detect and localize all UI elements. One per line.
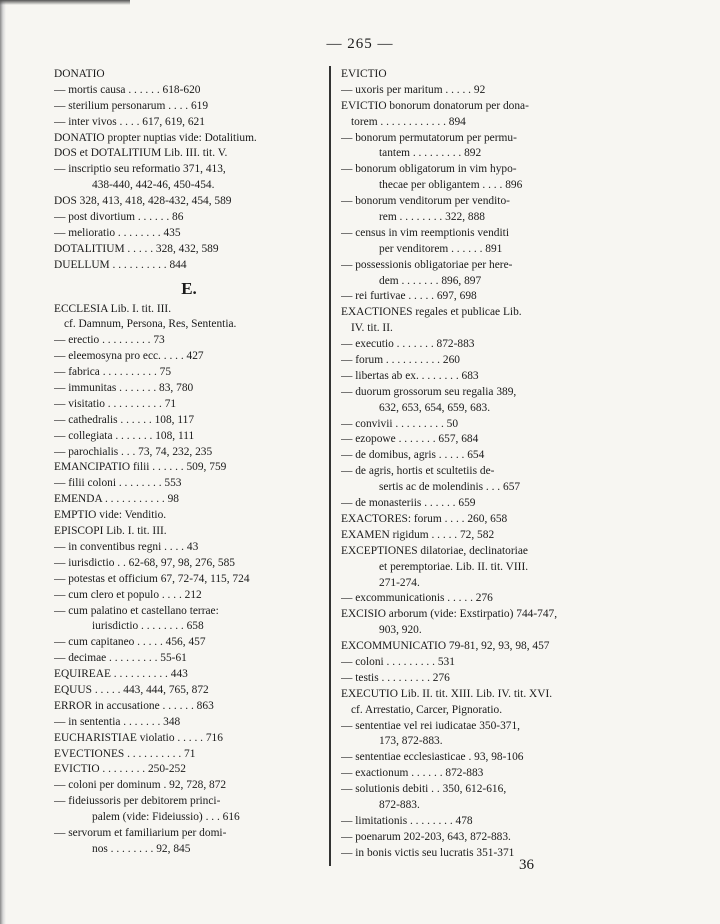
index-entry: EXACTORES: forum . . . . 260, 658 [341, 512, 508, 525]
index-entry: — convivii . . . . . . . . . 50 [341, 417, 459, 430]
index-entry: ECCLESIA Lib. I. tit. III. [54, 302, 172, 315]
index-entry: EVICTIO . . . . . . . . 250-252 [54, 763, 186, 776]
scan-mark [0, 0, 130, 5]
signature-mark: 36 [519, 857, 534, 873]
index-entry: — possessionis obligatoriae per here- [341, 258, 513, 271]
index-entry: EQUUS . . . . . 443, 444, 765, 872 [54, 683, 209, 696]
index-entry: EQUIREAE . . . . . . . . . . 443 [54, 668, 188, 681]
page-number: — 265 — [326, 36, 394, 52]
index-entry: — limitationis . . . . . . . . 478 [341, 814, 473, 827]
index-entry: — fabrica . . . . . . . . . . 75 [54, 366, 172, 379]
index-entry: — de domibus, agris . . . . . 654 [341, 449, 485, 462]
index-entry: per venditorem . . . . . . 891 [379, 242, 503, 255]
index-entry: — poenarum 202-203, 643, 872-883. [341, 830, 511, 843]
index-entry: — cathedralis . . . . . . 108, 117 [54, 413, 195, 426]
index-entry: tantem . . . . . . . . . 892 [379, 147, 482, 160]
index-entry: EMANCIPATIO filii . . . . . . 509, 759 [54, 461, 227, 474]
index-entry: — coloni . . . . . . . . . 531 [341, 655, 455, 668]
index-entry: — melioratio . . . . . . . . 435 [54, 226, 181, 239]
index-entry: — collegiata . . . . . . . 108, 111 [54, 429, 195, 442]
index-entry: EUCHARISTIAE violatio . . . . . 716 [54, 731, 223, 744]
index-entry: 632, 653, 654, 659, 683. [379, 401, 491, 414]
index-entry: — solutionis debiti . . 350, 612-616, [341, 783, 507, 796]
index-entry: EVECTIONES . . . . . . . . . . 71 [54, 747, 196, 760]
column-divider [329, 66, 331, 866]
index-entry: ERROR in accusatione . . . . . . 863 [54, 699, 214, 712]
index-entry: — immunitas . . . . . . . 83, 780 [54, 382, 194, 395]
index-entry: — sterilium personarum . . . . 619 [54, 99, 209, 112]
index-entry: 872-883. [379, 798, 420, 811]
index-entry: 173, 872-883. [379, 735, 443, 748]
index-entry: sertis ac de molendinis . . . 657 [379, 481, 521, 494]
index-entry: et peremptoriae. Lib. II. tit. VIII. [379, 560, 529, 573]
index-entry: — filii coloni . . . . . . . . 553 [54, 477, 182, 490]
index-entry: — cum capitaneo . . . . . 456, 457 [54, 636, 206, 649]
index-entry: EXCOMMUNICATIO 79-81, 92, 93, 98, 457 [341, 640, 550, 653]
index-entry: — erectio . . . . . . . . . 73 [54, 334, 165, 347]
index-entry: rem . . . . . . . . 322, 888 [379, 211, 485, 224]
index-entry: — de monasteriis . . . . . . 659 [341, 497, 476, 510]
index-entry: — decimae . . . . . . . . . 55-61 [54, 652, 187, 665]
index-entry: — eleemosyna pro ecc. . . . . 427 [54, 350, 204, 363]
index-entry: EVICTIO bonorum donatorum per dona- [341, 99, 529, 112]
index-entry: — coloni per dominum . 92, 728, 872 [54, 779, 227, 792]
index-entry: — inscriptio seu reformatio 371, 413, [54, 163, 226, 176]
index-entry: — uxoris per maritum . . . . . 92 [341, 83, 486, 96]
index-entry: — inter vivos . . . . 617, 619, 621 [54, 115, 205, 128]
index-entry: — forum . . . . . . . . . . 260 [341, 354, 460, 367]
index-entry: 438-440, 442-46, 450-454. [92, 179, 215, 192]
index-entry: — servorum et familiarium per domi- [54, 826, 227, 839]
index-entry: — rei furtivae . . . . . 697, 698 [341, 290, 477, 303]
index-entry: — parochialis . . . 73, 74, 232, 235 [54, 445, 213, 458]
index-entry: — executio . . . . . . . 872-883 [341, 338, 475, 351]
index-entry: — census in vim reemptionis venditi [341, 226, 509, 239]
index-entry: thecae per obligantem . . . . 896 [379, 179, 523, 192]
index-entry: DONATIO propter nuptias vide: Dotalitium. [54, 131, 257, 144]
index-entry: — in sententia . . . . . . . 348 [54, 715, 181, 728]
index-column-left [54, 67, 324, 858]
index-entry: DONATIO [54, 68, 105, 80]
index-entry: — bonorum obligatorum in vim hypo- [341, 163, 517, 176]
index-entry: — cum palatino et castellano terrae: [54, 604, 219, 617]
index-entry: 271-274. [379, 576, 420, 589]
index-entry: EMPTIO vide: Venditio. [54, 509, 167, 522]
index-entry: — exactionum . . . . . . 872-883 [341, 767, 484, 780]
index-entry: — excommunicationis . . . . . 276 [341, 592, 493, 605]
index-entry: — testis . . . . . . . . . 276 [341, 671, 450, 684]
index-entry: EXCISIO arborum (vide: Exstirpatio) 744-747, [341, 608, 558, 621]
index-entry: torem . . . . . . . . . . . . 894 [351, 115, 466, 128]
index-entry: IV. tit. II. [351, 322, 393, 335]
index-entry: — in bonis victis seu lucratis 351-371 [341, 846, 515, 859]
index-entry: EMENDA . . . . . . . . . . . 98 [54, 493, 179, 506]
index-entry: — bonorum permutatorum per permu- [341, 131, 517, 144]
index-entry: — bonorum venditorum per vendito- [341, 195, 510, 208]
index-entry: — sententiae vel rei iudicatae 350-371, [341, 719, 521, 732]
index-entry: EXACTIONES regales et publicae Lib. [341, 306, 522, 319]
index-entry: — potestas et officium 67, 72-74, 115, 724 [54, 572, 250, 585]
index-entry: — duorum grossorum seu regalia 389, [341, 385, 517, 398]
index-entry: — fideiussoris per debitorem princi- [54, 795, 221, 808]
index-entry: dem . . . . . . . 896, 897 [379, 274, 482, 287]
index-entry: — visitatio . . . . . . . . . . 71 [54, 397, 177, 410]
index-entry: — post divortium . . . . . . 86 [54, 211, 184, 224]
index-entry: EPISCOPI Lib. I. tit. III. [54, 525, 167, 538]
index-entry: cf. Damnum, Persona, Res, Sententia. [64, 318, 237, 331]
section-letter: E. [181, 278, 197, 298]
index-entry: nos . . . . . . . . 92, 845 [92, 842, 191, 855]
index-entry: — ezopowe . . . . . . . 657, 684 [341, 433, 479, 446]
index-entry: DOS 328, 413, 418, 428-432, 454, 589 [54, 195, 232, 208]
index-entry: 903, 920. [379, 624, 422, 637]
index-entry: DUELLUM . . . . . . . . . . 844 [54, 258, 187, 271]
index-entry: cf. Arrestatio, Carcer, Pignoratio. [351, 703, 503, 716]
index-entry: EXAMEN rigidum . . . . . 72, 582 [341, 528, 495, 541]
index-entry: EXCEPTIONES dilatoriae, declinatoriae [341, 544, 528, 557]
index-entry: — mortis causa . . . . . . 618-620 [54, 83, 201, 96]
index-entry: — de agris, hortis et scultetiis de- [341, 465, 495, 478]
index-entry: — sententiae ecclesiasticae . 93, 98-106 [341, 751, 524, 764]
index-entry: iurisdictio . . . . . . . . 658 [92, 620, 204, 633]
index-entry: DOS et DOTALITIUM Lib. III. tit. V. [54, 147, 228, 160]
page-edge-shadow [0, 0, 6, 924]
index-column-right [341, 67, 595, 862]
index-entry: EXECUTIO Lib. II. tit. XIII. Lib. IV. tit. XVI. [341, 687, 553, 700]
index-entry: palem (vide: Fideiussio) . . . 616 [92, 811, 240, 824]
index-entry: — cum clero et populo . . . . 212 [54, 588, 202, 601]
index-entry: — in conventibus regni . . . . 43 [54, 540, 199, 553]
index-entry: EVICTIO [341, 68, 387, 80]
index-entry: — libertas ab ex. . . . . . . . 683 [341, 369, 479, 382]
index-entry: — iurisdictio . . 62-68, 97, 98, 276, 585 [54, 556, 235, 569]
index-entry: DOTALITIUM . . . . . 328, 432, 589 [54, 242, 219, 255]
